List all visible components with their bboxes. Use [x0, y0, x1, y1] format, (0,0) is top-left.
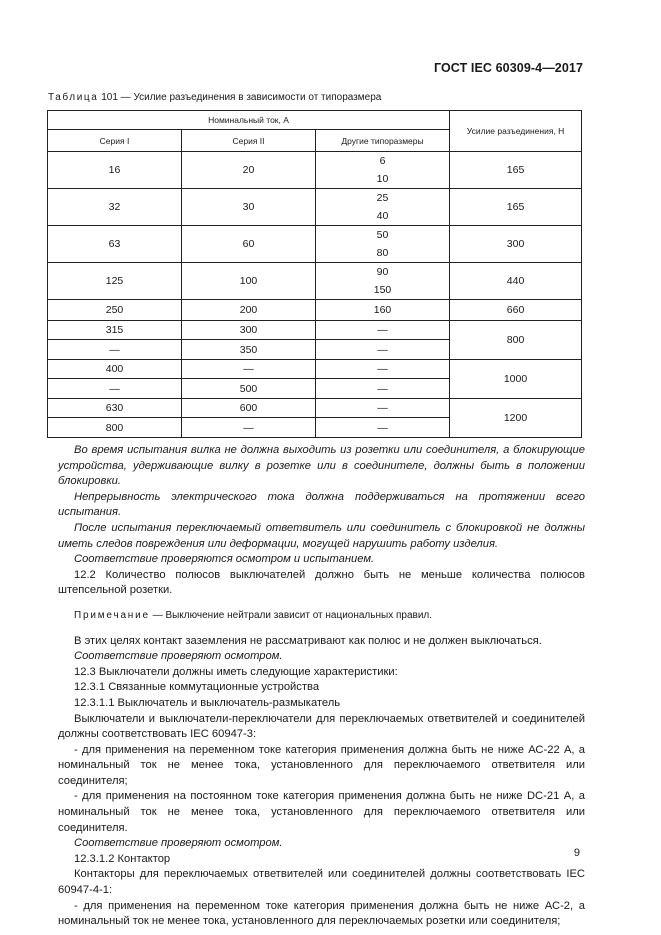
cell-series2: 350 [182, 340, 316, 360]
table-header-row [48, 111, 582, 130]
cell-series2: 60 [182, 226, 316, 263]
paragraph: - для применения на переменном токе категория применения должна быть не ниже АС-2, а номинальный ток не менее тока, установленного для переключаемых розетки или соединителя; [58, 899, 585, 928]
cell-series1: 800 [48, 418, 182, 438]
cell-series1: 315 [48, 321, 182, 340]
cell-series1: 63 [48, 226, 182, 263]
cell-force: 1000 [450, 360, 582, 399]
cell-other [316, 226, 450, 263]
cell-other-value: 6 [379, 155, 386, 167]
paragraph: Непрерывность электрического тока должна поддерживаться на протяжении всего испытания. [58, 490, 585, 519]
cell-other-value: 150 [373, 284, 392, 296]
cell-force: 440 [450, 263, 582, 300]
cell-series1: 125 [48, 263, 182, 300]
cell-series1: — [48, 379, 182, 399]
table-row [48, 399, 582, 418]
table-row [48, 360, 582, 379]
paragraph: 12.3.1.1 Выключатель и выключатель-размыкатель [74, 696, 341, 709]
paragraph: Соответствие проверяют осмотром. [74, 650, 283, 663]
paragraph: В этих целях контакт заземления не рассматривают как полюс и не должен выключаться. [74, 634, 542, 647]
paragraph: 12.3.1 Связанные коммутационные устройства [74, 681, 320, 694]
cell-series2: 600 [182, 399, 316, 418]
cell-other: 160 [316, 300, 450, 321]
cell-force: 1200 [450, 399, 582, 438]
cell-other-value: 40 [376, 210, 389, 222]
cell-series2: 500 [182, 379, 316, 399]
cell-force: 165 [450, 152, 582, 189]
cell-series2: 200 [182, 300, 316, 321]
cell-other [316, 189, 450, 226]
paragraph: Во время испытания вилка не должна выходить из розетки или соединителя, а блокирующие устройства, удерживающие вилку в розетке или в соединителе, должны быть в положении блокировки. [58, 444, 585, 488]
paragraph: 12.3.1.2 Контактор [74, 852, 171, 865]
cell-other: — [316, 340, 450, 360]
cell-series2: 30 [182, 189, 316, 226]
page-number: 9 [573, 847, 580, 859]
rated-current-header: Номинальный ток, А [48, 111, 450, 130]
paragraph: - для применения на постоянном токе категория применения должна быть не ниже DC-21 А, а номинальный ток не менее тока, установленного для переключаемого ответвителя или соединителя. [58, 790, 585, 834]
table-row [48, 189, 582, 226]
cell-series2: — [182, 360, 316, 379]
cell-series1: — [48, 340, 182, 360]
paragraph: Выключатели и выключатели-переключатели для переключаемых ответвителей и соединителей должны соответствовать IEC 60947-3: [58, 712, 585, 741]
note-label: Примечание [74, 609, 150, 621]
paragraph: После испытания переключаемый ответвитель или соединитель с блокировкой не должны иметь следов повреждения или деформации, могущей нарушить работу изделия. [58, 521, 585, 550]
document-header: ГОСТ IEC 60309-4—2017 [433, 61, 583, 75]
cell-series2: 100 [182, 263, 316, 300]
cell-other: — [316, 379, 450, 399]
cell-other-value: 25 [376, 192, 389, 204]
table-caption-label: Таблица [48, 92, 99, 103]
series1-header: Серия I [48, 130, 182, 152]
cell-other: — [316, 360, 450, 379]
cell-series1: 400 [48, 360, 182, 379]
series2-header: Серия II [182, 130, 316, 152]
cell-other: — [316, 418, 450, 438]
cell-force: 165 [450, 189, 582, 226]
cell-other: — [316, 399, 450, 418]
table-row [48, 263, 582, 300]
cell-series2: — [182, 418, 316, 438]
table-row [48, 226, 582, 263]
table-row [48, 152, 582, 189]
table-row [48, 321, 582, 340]
force-header: Усилие разъединения, Н [450, 111, 582, 152]
note-text: — Выключение нейтрали зависит от национальных правил. [152, 609, 433, 621]
cell-series1: 630 [48, 399, 182, 418]
note [58, 608, 585, 624]
table-caption-text: — Усилие разъединения в зависимости от типоразмера [120, 92, 382, 103]
paragraph: 12.2 Количество полюсов выключателей должно быть не меньше количества полюсов штепсельной розетки. [58, 568, 585, 597]
cell-series1: 250 [48, 300, 182, 321]
table-row [48, 300, 582, 321]
cell-force: 660 [450, 300, 582, 321]
paragraph: 12.3 Выключатели должны иметь следующие характеристики: [74, 665, 398, 678]
cell-other-value: 80 [376, 247, 389, 259]
paragraph: - для применения на переменном токе категория применения должна быть не ниже АС-22 А, а номинальный ток не менее тока, установленного для переключаемого ответвителя или соединителя; [58, 743, 585, 787]
paragraph: Контакторы для переключаемых ответвителей или соединителей должны соответствовать IEC 60947-4-1: [58, 868, 585, 897]
table-caption-number: 101 [101, 92, 118, 103]
cell-series2: 20 [182, 152, 316, 189]
other-sizes-header: Другие типоразмеры [316, 130, 450, 152]
cell-series1: 16 [48, 152, 182, 189]
cell-other [316, 263, 450, 300]
paragraph: Соответствие проверяют осмотром. [74, 837, 283, 850]
paragraph: Соответствие проверяются осмотром и испытанием. [74, 553, 375, 566]
cell-other: — [316, 321, 450, 340]
cell-other-value: 50 [376, 229, 389, 241]
body-text [58, 443, 585, 930]
table-caption [48, 92, 381, 103]
disconnection-force-table [47, 110, 582, 438]
cell-other-value: 10 [376, 173, 389, 185]
cell-series2: 300 [182, 321, 316, 340]
cell-other-value: 90 [376, 266, 389, 278]
cell-force: 800 [450, 321, 582, 360]
cell-series1: 32 [48, 189, 182, 226]
cell-other [316, 152, 450, 189]
cell-force: 300 [450, 226, 582, 263]
